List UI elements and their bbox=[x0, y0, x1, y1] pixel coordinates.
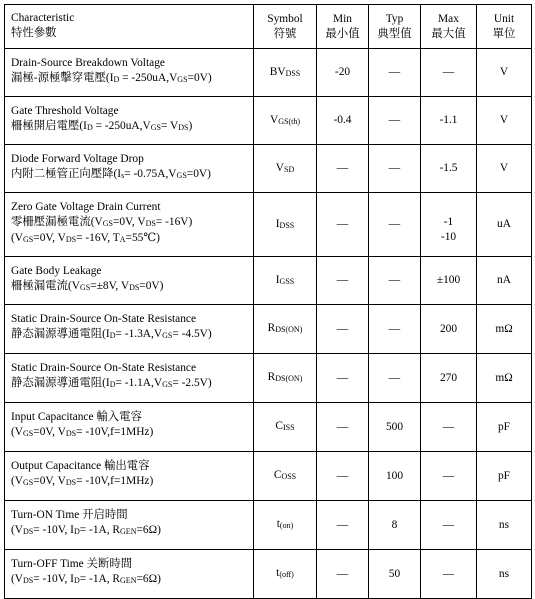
typ-cell: — bbox=[369, 145, 421, 193]
test-condition: 静态漏源導通電阻(ID= -1.1A,VGS= -2.5V) bbox=[11, 377, 212, 389]
min-cell: — bbox=[317, 501, 369, 550]
header-unit-cn: 單位 bbox=[492, 27, 516, 40]
header-max-cn: 最大值 bbox=[431, 27, 466, 40]
symbol-cell: BVDSS bbox=[254, 49, 317, 97]
min-cell: -0.4 bbox=[317, 97, 369, 145]
min-cell: — bbox=[317, 354, 369, 403]
characteristic-cell bbox=[5, 501, 254, 550]
table-row bbox=[5, 452, 532, 501]
table-row bbox=[5, 501, 532, 550]
symbol-cell: COSS bbox=[254, 452, 317, 501]
characteristic-name: Static Drain-Source On-State Resistance bbox=[11, 313, 197, 325]
characteristics-table bbox=[4, 4, 532, 599]
symbol-cell: RDS(ON) bbox=[254, 305, 317, 354]
header-typ-cn: 典型值 bbox=[377, 27, 412, 40]
characteristic-name: Static Drain-Source On-State Resistance bbox=[11, 362, 197, 374]
unit-cell: V bbox=[477, 49, 532, 97]
test-condition: 柵極漏電流(VGS=±8V, VDS=0V) bbox=[11, 280, 164, 292]
table-row bbox=[5, 145, 532, 193]
header-unit bbox=[477, 5, 532, 49]
typ-cell: 50 bbox=[369, 550, 421, 599]
header-characteristic-cn: 特性參數 bbox=[11, 27, 57, 39]
typ-cell: — bbox=[369, 354, 421, 403]
min-cell: -20 bbox=[317, 49, 369, 97]
header-row bbox=[5, 5, 532, 49]
symbol-cell: IGSS bbox=[254, 257, 317, 305]
max-cell: — bbox=[421, 550, 477, 599]
header-max-en: Max bbox=[438, 12, 459, 25]
min-cell: — bbox=[317, 403, 369, 452]
table-row bbox=[5, 354, 532, 403]
typ-cell: — bbox=[369, 193, 421, 257]
max-cell: 200 bbox=[421, 305, 477, 354]
max-cell: — bbox=[421, 403, 477, 452]
characteristic-cell bbox=[5, 452, 254, 501]
characteristic-name: Input Capacitance 輸入電容 bbox=[11, 411, 142, 423]
max-cell: 270 bbox=[421, 354, 477, 403]
characteristic-name: Drain-Source Breakdown Voltage bbox=[11, 57, 165, 69]
header-typ-en: Typ bbox=[385, 12, 404, 25]
typ-cell: 8 bbox=[369, 501, 421, 550]
unit-cell: ns bbox=[477, 501, 532, 550]
symbol-cell: RDS(ON) bbox=[254, 354, 317, 403]
characteristic-name: Zero Gate Voltage Drain Current bbox=[11, 201, 161, 213]
max-cell bbox=[421, 193, 477, 257]
table-row bbox=[5, 305, 532, 354]
table-row bbox=[5, 257, 532, 305]
typ-cell: — bbox=[369, 257, 421, 305]
test-condition: (VGS=0V, VDS= -10V,f=1MHz) bbox=[11, 426, 154, 438]
header-characteristic-en: Characteristic bbox=[11, 12, 75, 24]
characteristic-name: Gate Threshold Voltage bbox=[11, 105, 119, 117]
unit-cell: pF bbox=[477, 452, 532, 501]
test-condition: 内附二極管正向壓降(Is= -0.75A,VGS=0V) bbox=[11, 168, 211, 180]
header-symbol-en: Symbol bbox=[267, 12, 303, 25]
table-row bbox=[5, 97, 532, 145]
test-condition: (VDS= -10V, ID= -1A, RGEN=6Ω) bbox=[11, 524, 161, 536]
typ-cell: — bbox=[369, 49, 421, 97]
test-condition: 零柵壓漏極電流(VGS=0V, VDS= -16V) bbox=[11, 216, 193, 228]
min-cell: — bbox=[317, 145, 369, 193]
test-condition: 静态漏源導通電阻(ID= -1.3A,VGS= -4.5V) bbox=[11, 328, 212, 340]
min-cell: — bbox=[317, 257, 369, 305]
test-condition-2: (VGS=0V, VDS= -16V, TA=55℃) bbox=[11, 232, 160, 244]
max-cell: -1.1 bbox=[421, 97, 477, 145]
header-characteristic bbox=[5, 5, 254, 49]
header-min-cn: 最小值 bbox=[325, 27, 360, 40]
symbol-cell: CISS bbox=[254, 403, 317, 452]
header-typ bbox=[369, 5, 421, 49]
min-cell: — bbox=[317, 452, 369, 501]
typ-cell: — bbox=[369, 97, 421, 145]
header-min-en: Min bbox=[333, 12, 352, 25]
unit-cell: ns bbox=[477, 550, 532, 599]
unit-cell: pF bbox=[477, 403, 532, 452]
characteristic-name: Diode Forward Voltage Drop bbox=[11, 153, 144, 165]
characteristic-cell bbox=[5, 305, 254, 354]
typ-cell: — bbox=[369, 305, 421, 354]
characteristic-name: Turn-OFF Time 关断時間 bbox=[11, 558, 133, 570]
header-symbol bbox=[254, 5, 317, 49]
unit-cell: V bbox=[477, 145, 532, 193]
min-cell: — bbox=[317, 305, 369, 354]
max-cell: — bbox=[421, 49, 477, 97]
typ-cell: 500 bbox=[369, 403, 421, 452]
characteristic-name: Output Capacitance 輸出電容 bbox=[11, 460, 150, 472]
unit-cell: V bbox=[477, 97, 532, 145]
header-max bbox=[421, 5, 477, 49]
header-min bbox=[317, 5, 369, 49]
electrical-characteristics-sheet bbox=[4, 4, 531, 599]
max-cell: -1.5 bbox=[421, 145, 477, 193]
test-condition: (VDS= -10V, ID= -1A, RGEN=6Ω) bbox=[11, 573, 161, 585]
characteristic-name: Turn-ON Time 开启時間 bbox=[11, 509, 128, 521]
characteristic-cell bbox=[5, 97, 254, 145]
table-row bbox=[5, 49, 532, 97]
characteristic-cell bbox=[5, 49, 254, 97]
table-row bbox=[5, 193, 532, 257]
max-cell: — bbox=[421, 452, 477, 501]
symbol-cell: t(on) bbox=[254, 501, 317, 550]
test-condition: 漏極-源極擊穿電壓(ID = -250uA,VGS=0V) bbox=[11, 72, 212, 84]
max-value-2: -10 bbox=[440, 230, 457, 243]
unit-cell: mΩ bbox=[477, 354, 532, 403]
test-condition: 柵極開启電壓(ID = -250uA,VGS= VDS) bbox=[11, 120, 193, 132]
characteristic-cell bbox=[5, 550, 254, 599]
table-row bbox=[5, 550, 532, 599]
max-cell: — bbox=[421, 501, 477, 550]
characteristic-cell bbox=[5, 354, 254, 403]
typ-cell: 100 bbox=[369, 452, 421, 501]
min-cell: — bbox=[317, 550, 369, 599]
test-condition: (VGS=0V, VDS= -10V,f=1MHz) bbox=[11, 475, 154, 487]
unit-cell: nA bbox=[477, 257, 532, 305]
header-unit-en: Unit bbox=[493, 12, 515, 25]
table-row bbox=[5, 403, 532, 452]
characteristic-cell bbox=[5, 257, 254, 305]
unit-cell: uA bbox=[477, 193, 532, 257]
symbol-cell: VSD bbox=[254, 145, 317, 193]
min-cell: — bbox=[317, 193, 369, 257]
characteristic-cell bbox=[5, 193, 254, 257]
unit-cell: mΩ bbox=[477, 305, 532, 354]
symbol-cell: t(off) bbox=[254, 550, 317, 599]
max-value-1: -1 bbox=[443, 215, 454, 228]
symbol-cell: VGS(th) bbox=[254, 97, 317, 145]
header-symbol-cn: 符號 bbox=[273, 27, 297, 40]
max-cell: ±100 bbox=[421, 257, 477, 305]
characteristic-name: Gate Body Leakage bbox=[11, 265, 102, 277]
characteristic-cell bbox=[5, 145, 254, 193]
symbol-cell: IDSS bbox=[254, 193, 317, 257]
characteristic-cell bbox=[5, 403, 254, 452]
